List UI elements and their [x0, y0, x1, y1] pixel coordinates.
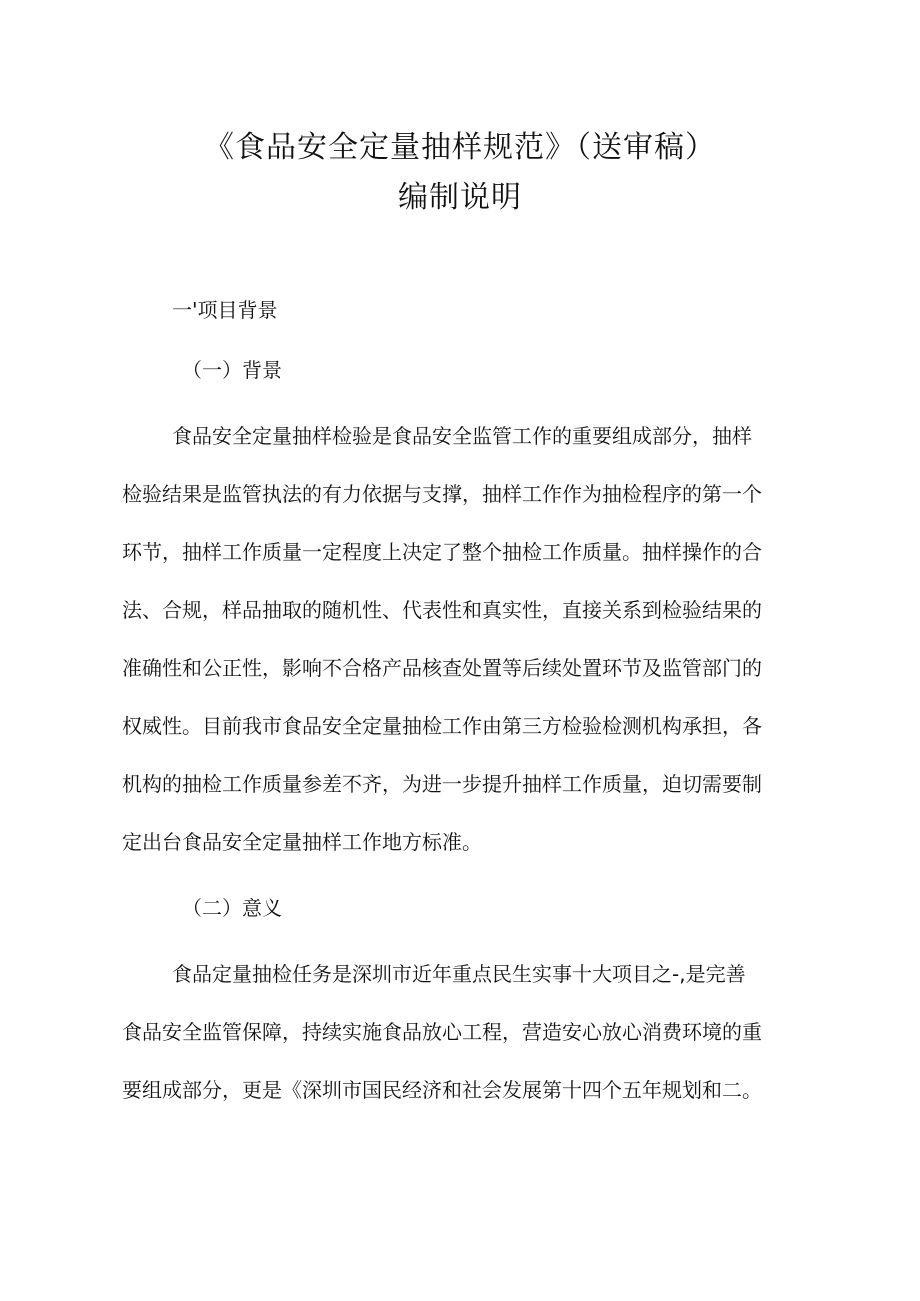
paragraph-line: 法、合规，样品抽取的随机性、代表性和真实性，直接关系到检验结果的 — [122, 598, 762, 622]
paragraph-line: 食品安全监管保障，持续实施食品放心工程，营造安心放心消费环境的重 — [122, 1020, 762, 1044]
paragraph-background — [122, 407, 812, 871]
subsection-heading-background: （一）背景 — [182, 358, 282, 382]
paragraph-line: 检验结果是监管执法的有力依据与支撑，抽样工作作为抽检程序的第一个 — [122, 482, 762, 506]
paragraph-line: 权威性。目前我市食品安全定量抽检工作由第三方检验检测机构承担，各 — [122, 714, 762, 738]
paragraph-significance — [122, 945, 812, 1119]
paragraph-line: 食品定量抽检任务是深圳市近年重点民生实事十大项目之-,是完善 — [172, 962, 746, 986]
subsection-heading-significance: （二）意义 — [182, 896, 282, 920]
paragraph-line: 环节，抽样工作质量一定程度上决定了整个抽检工作质量。抽样操作的合 — [122, 540, 762, 564]
paragraph-line: 定出台食品安全定量抽样工作地方标准。 — [122, 830, 482, 854]
document-subtitle: 编制说明 — [398, 180, 522, 215]
paragraph-line: 准确性和公正性，影响不合格产品核查处置等后续处置环节及监管部门的 — [122, 656, 762, 680]
document-title: 《食品安全定量抽样规范》（送审稿） — [204, 130, 716, 165]
paragraph-line: 食品安全定量抽样检验是食品安全监管工作的重要组成部分，抽样 — [172, 424, 752, 448]
paragraph-line: 机构的抽检工作质量参差不齐，为进一步提升抽样工作质量，迫切需要制 — [122, 772, 762, 796]
section-heading-project-background: 一'项目背景 — [172, 298, 278, 322]
paragraph-line: 要组成部分，更是《深圳市国民经济和社会发展第十四个五年规划和二。 — [122, 1078, 762, 1102]
